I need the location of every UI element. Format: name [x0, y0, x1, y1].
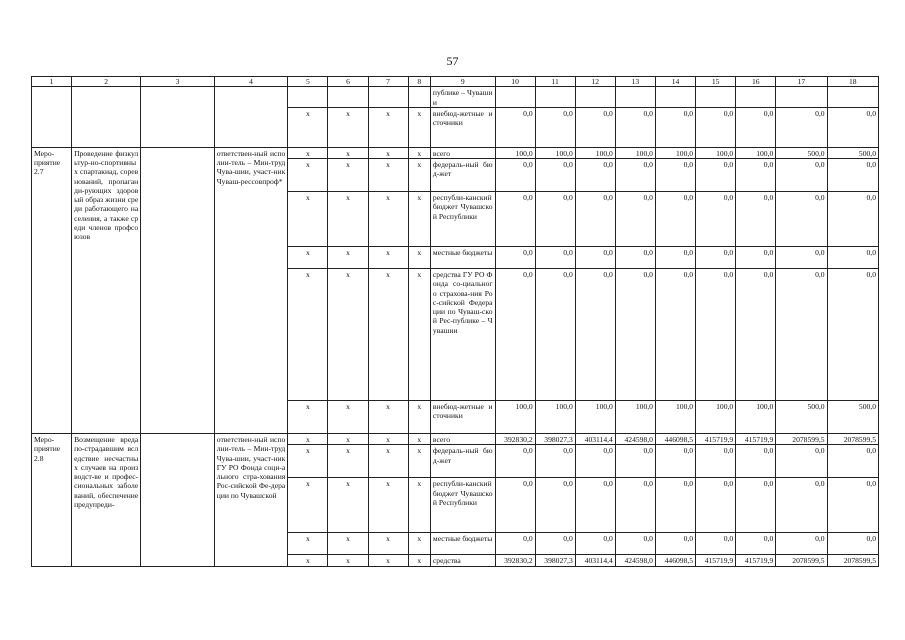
- value-cell: 2078599,5: [776, 434, 827, 445]
- column-number-14: 14: [655, 77, 695, 87]
- mark-cell: x: [288, 533, 328, 555]
- value-cell: 0,0: [615, 107, 655, 147]
- mark-cell: x: [328, 192, 368, 247]
- column-number-7: 7: [368, 77, 408, 87]
- mark-cell: x: [328, 401, 368, 434]
- funding-source-cell: публике – Чувашии: [430, 87, 495, 108]
- mark-cell: x: [368, 478, 408, 533]
- value-cell: 0,0: [696, 269, 736, 401]
- empty-cell: [141, 147, 215, 433]
- measure-name-cell: Проведение физкультур-но-спортивных спартакиад, соревнований, пропаганди-рующих здоровый образ жизни среди работающего населения, а также среди членов профсоюзов: [72, 147, 141, 433]
- table-row: [32, 87, 879, 108]
- value-cell: 0,0: [776, 247, 827, 269]
- funding-source-cell: средства ГУ РО Фонда со-циального страхова-ния Рос-сийской Федерации по Чуваш-ской Рес-публике – Чувашии: [430, 269, 495, 401]
- mark-cell: x: [328, 147, 368, 158]
- value-cell: 0,0: [655, 159, 695, 192]
- value-cell: 0,0: [696, 159, 736, 192]
- value-cell: 0,0: [776, 107, 827, 147]
- mark-cell: x: [288, 192, 328, 247]
- value-cell: 100,0: [615, 147, 655, 158]
- value-cell: 398027,3: [535, 555, 575, 566]
- value-cell: 100,0: [615, 401, 655, 434]
- value-cell: 0,0: [827, 107, 878, 147]
- mark-cell: x: [368, 247, 408, 269]
- mark-cell: x: [368, 107, 408, 147]
- column-number-1: 1: [32, 77, 72, 87]
- name-cell: [72, 87, 141, 148]
- mark-cell: x: [368, 147, 408, 158]
- column-number-16: 16: [736, 77, 776, 87]
- column-number-5: 5: [288, 77, 328, 87]
- value-cell: 0,0: [495, 533, 535, 555]
- value-cell: 0,0: [535, 269, 575, 401]
- value-cell: 0,0: [827, 533, 878, 555]
- mark-cell: [288, 87, 328, 108]
- mark-cell: x: [328, 555, 368, 566]
- value-cell: 100,0: [736, 147, 776, 158]
- value-cell: [495, 87, 535, 108]
- mark-cell: x: [288, 434, 328, 445]
- value-cell: 0,0: [535, 192, 575, 247]
- value-cell: 100,0: [495, 147, 535, 158]
- value-cell: 392830,2: [495, 434, 535, 445]
- value-cell: 0,0: [696, 107, 736, 147]
- column-number-10: 10: [495, 77, 535, 87]
- value-cell: 0,0: [736, 247, 776, 269]
- budget-table: [31, 76, 879, 567]
- value-cell: 0,0: [736, 192, 776, 247]
- value-cell: 415719,9: [736, 555, 776, 566]
- mark-cell: x: [408, 247, 430, 269]
- value-cell: 0,0: [736, 478, 776, 533]
- value-cell: 0,0: [696, 192, 736, 247]
- value-cell: 0,0: [696, 533, 736, 555]
- funding-source-cell: федераль-ный бюд-жет: [430, 159, 495, 192]
- mark-cell: x: [368, 269, 408, 401]
- mark-cell: x: [408, 192, 430, 247]
- value-cell: 0,0: [776, 192, 827, 247]
- value-cell: 500,0: [827, 401, 878, 434]
- responsible-cell: [214, 87, 288, 148]
- mark-cell: x: [328, 434, 368, 445]
- value-cell: 100,0: [696, 401, 736, 434]
- value-cell: 415719,9: [696, 434, 736, 445]
- value-cell: 2078599,5: [827, 555, 878, 566]
- value-cell: 0,0: [655, 445, 695, 478]
- value-cell: 0,0: [575, 533, 615, 555]
- id-cell: [32, 87, 72, 148]
- value-cell: [575, 87, 615, 108]
- value-cell: 0,0: [575, 192, 615, 247]
- value-cell: 403114,4: [575, 555, 615, 566]
- value-cell: 0,0: [696, 445, 736, 478]
- mark-cell: x: [288, 107, 328, 147]
- mark-cell: x: [288, 478, 328, 533]
- value-cell: 0,0: [827, 269, 878, 401]
- mark-cell: x: [288, 555, 328, 566]
- mark-cell: x: [288, 147, 328, 158]
- value-cell: 0,0: [575, 159, 615, 192]
- value-cell: 0,0: [655, 533, 695, 555]
- value-cell: 2078599,5: [776, 555, 827, 566]
- value-cell: 0,0: [827, 445, 878, 478]
- funding-source-cell: всего: [430, 434, 495, 445]
- value-cell: 0,0: [736, 533, 776, 555]
- table-row: [32, 147, 879, 158]
- mark-cell: x: [328, 247, 368, 269]
- value-cell: 0,0: [495, 247, 535, 269]
- value-cell: 100,0: [495, 401, 535, 434]
- value-cell: 100,0: [655, 401, 695, 434]
- value-cell: 0,0: [736, 269, 776, 401]
- value-cell: [535, 87, 575, 108]
- value-cell: 0,0: [615, 478, 655, 533]
- measure-id-cell: Меро-приятие 2.8: [32, 434, 72, 567]
- column-number-header-row: [32, 77, 879, 87]
- value-cell: 446098,5: [655, 555, 695, 566]
- value-cell: 0,0: [535, 533, 575, 555]
- mark-cell: x: [328, 159, 368, 192]
- value-cell: [736, 87, 776, 108]
- value-cell: 0,0: [655, 192, 695, 247]
- value-cell: 0,0: [575, 269, 615, 401]
- value-cell: 415719,9: [736, 434, 776, 445]
- value-cell: 0,0: [827, 478, 878, 533]
- mark-cell: x: [408, 269, 430, 401]
- column-number-17: 17: [776, 77, 827, 87]
- value-cell: 398027,3: [535, 434, 575, 445]
- mark-cell: x: [328, 478, 368, 533]
- funding-source-cell: средства: [430, 555, 495, 566]
- value-cell: 0,0: [655, 269, 695, 401]
- funding-source-cell: местные бюджеты: [430, 247, 495, 269]
- mark-cell: x: [368, 533, 408, 555]
- funding-source-cell: республи-канский бюджет Чувашской Республики: [430, 192, 495, 247]
- mark-cell: x: [328, 269, 368, 401]
- value-cell: 0,0: [776, 159, 827, 192]
- value-cell: 392830,2: [495, 555, 535, 566]
- value-cell: 0,0: [495, 445, 535, 478]
- value-cell: 424598,0: [615, 555, 655, 566]
- column-number-11: 11: [535, 77, 575, 87]
- value-cell: 100,0: [655, 147, 695, 158]
- value-cell: [776, 87, 827, 108]
- mark-cell: x: [408, 401, 430, 434]
- value-cell: 500,0: [776, 401, 827, 434]
- value-cell: 0,0: [736, 445, 776, 478]
- funding-source-cell: внебюд-жетные источники: [430, 107, 495, 147]
- mark-cell: x: [368, 434, 408, 445]
- value-cell: 0,0: [495, 192, 535, 247]
- empty-cell: [141, 434, 215, 567]
- value-cell: 0,0: [615, 445, 655, 478]
- value-cell: 0,0: [736, 159, 776, 192]
- value-cell: 0,0: [535, 247, 575, 269]
- value-cell: 415719,9: [696, 555, 736, 566]
- value-cell: 0,0: [827, 247, 878, 269]
- value-cell: 0,0: [655, 107, 695, 147]
- value-cell: 0,0: [575, 247, 615, 269]
- value-cell: 0,0: [827, 159, 878, 192]
- mark-cell: x: [328, 445, 368, 478]
- mark-cell: x: [368, 445, 408, 478]
- value-cell: 100,0: [696, 147, 736, 158]
- column-number-2: 2: [72, 77, 141, 87]
- column-number-13: 13: [615, 77, 655, 87]
- value-cell: 0,0: [495, 107, 535, 147]
- value-cell: 0,0: [776, 533, 827, 555]
- funding-source-cell: республи-канский бюджет Чувашской Республики: [430, 478, 495, 533]
- mark-cell: x: [368, 401, 408, 434]
- mark-cell: x: [328, 533, 368, 555]
- measure-id-cell: Меро-приятие 2.7: [32, 147, 72, 433]
- value-cell: 0,0: [615, 192, 655, 247]
- value-cell: 0,0: [495, 269, 535, 401]
- funding-source-cell: федераль-ный бюд-жет: [430, 445, 495, 478]
- value-cell: 0,0: [615, 533, 655, 555]
- mark-cell: x: [288, 159, 328, 192]
- value-cell: 0,0: [575, 107, 615, 147]
- funding-source-cell: местные бюджеты: [430, 533, 495, 555]
- funding-source-cell: внебюд-жетные источники: [430, 401, 495, 434]
- mark-cell: x: [408, 434, 430, 445]
- value-cell: 0,0: [696, 247, 736, 269]
- mark-cell: x: [408, 445, 430, 478]
- mark-cell: x: [328, 107, 368, 147]
- funding-source-cell: всего: [430, 147, 495, 158]
- mark-cell: x: [408, 159, 430, 192]
- column-number-3: 3: [141, 77, 215, 87]
- value-cell: 403114,4: [575, 434, 615, 445]
- empty-cell: [141, 87, 215, 148]
- column-number-9: 9: [430, 77, 495, 87]
- value-cell: 446098,5: [655, 434, 695, 445]
- value-cell: [615, 87, 655, 108]
- value-cell: 0,0: [655, 247, 695, 269]
- value-cell: 100,0: [575, 147, 615, 158]
- value-cell: 0,0: [736, 107, 776, 147]
- value-cell: 500,0: [827, 147, 878, 158]
- mark-cell: [368, 87, 408, 108]
- mark-cell: x: [288, 247, 328, 269]
- column-number-8: 8: [408, 77, 430, 87]
- value-cell: 100,0: [575, 401, 615, 434]
- value-cell: 0,0: [696, 478, 736, 533]
- value-cell: [827, 87, 878, 108]
- mark-cell: x: [368, 159, 408, 192]
- mark-cell: x: [408, 478, 430, 533]
- value-cell: [655, 87, 695, 108]
- measure-name-cell: Возмещение вреда по-страдавшим вследствие несчастных случаев на производст-ве и профес-сиональных заболеваний, обеспечение предупреди-: [72, 434, 141, 567]
- value-cell: 0,0: [535, 107, 575, 147]
- value-cell: 0,0: [776, 478, 827, 533]
- value-cell: 0,0: [495, 478, 535, 533]
- column-number-12: 12: [575, 77, 615, 87]
- mark-cell: x: [288, 401, 328, 434]
- column-number-18: 18: [827, 77, 878, 87]
- value-cell: [696, 87, 736, 108]
- value-cell: 2078599,5: [827, 434, 878, 445]
- value-cell: 100,0: [535, 147, 575, 158]
- value-cell: 0,0: [575, 478, 615, 533]
- value-cell: 0,0: [535, 445, 575, 478]
- value-cell: 0,0: [615, 247, 655, 269]
- value-cell: 424598,0: [615, 434, 655, 445]
- value-cell: 0,0: [615, 269, 655, 401]
- value-cell: 0,0: [827, 192, 878, 247]
- mark-cell: x: [408, 147, 430, 158]
- responsible-cell: ответствен-ный исполни-тель – Мин-труд Чува-шии, участ-ник Чуваш-рессовпроф*: [214, 147, 288, 433]
- value-cell: 0,0: [655, 478, 695, 533]
- mark-cell: x: [408, 555, 430, 566]
- value-cell: 100,0: [535, 401, 575, 434]
- mark-cell: x: [288, 445, 328, 478]
- mark-cell: x: [368, 555, 408, 566]
- mark-cell: x: [288, 269, 328, 401]
- mark-cell: x: [408, 107, 430, 147]
- mark-cell: x: [408, 533, 430, 555]
- mark-cell: x: [368, 192, 408, 247]
- value-cell: 0,0: [495, 159, 535, 192]
- column-number-6: 6: [328, 77, 368, 87]
- mark-cell: [328, 87, 368, 108]
- responsible-cell: ответствен-ный исполни-тель – Мин-труд Чува-шии, участ-ник ГУ РО Фонда соци-ального стра-хования Рос-сийской Фе-дерации по Чувашской: [214, 434, 288, 567]
- table-row: [32, 434, 879, 445]
- mark-cell: [408, 87, 430, 108]
- value-cell: 0,0: [776, 445, 827, 478]
- value-cell: 500,0: [776, 147, 827, 158]
- value-cell: 0,0: [575, 445, 615, 478]
- page-number: 57: [446, 54, 459, 68]
- value-cell: 0,0: [615, 159, 655, 192]
- column-number-4: 4: [214, 77, 288, 87]
- value-cell: 0,0: [535, 478, 575, 533]
- column-number-15: 15: [696, 77, 736, 87]
- value-cell: 0,0: [535, 159, 575, 192]
- value-cell: 0,0: [776, 269, 827, 401]
- value-cell: 100,0: [736, 401, 776, 434]
